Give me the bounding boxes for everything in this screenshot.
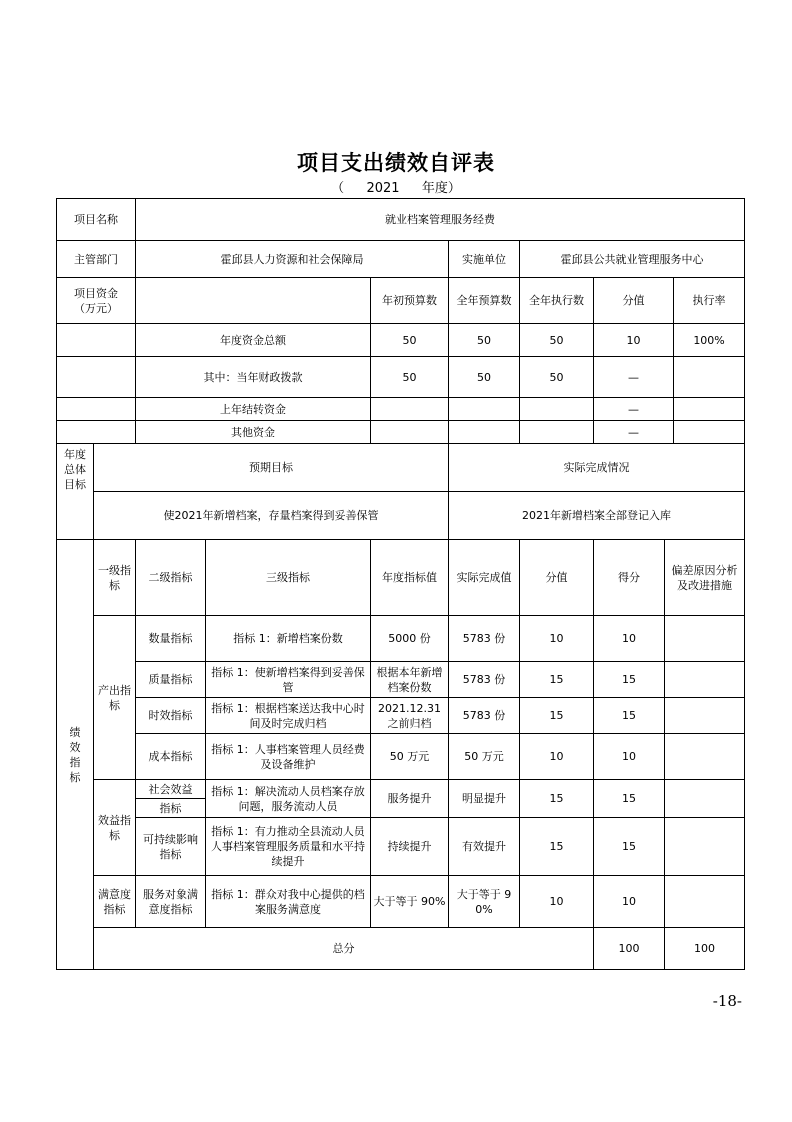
perf-header-target: 年度指标值 [371,540,449,616]
indicator-l2: 成本指标 [136,734,206,780]
fund-row-score-rate [594,421,745,444]
dept-label: 主管部门 [57,241,136,278]
indicator-l2: 时效指标 [136,698,206,734]
table-row [57,876,745,928]
funds-header-rate: 执行率 [673,278,744,323]
output-indicator-label: 产出指标 [94,616,136,780]
indicator-target: 50 万元 [371,734,449,780]
total-label: 总分 [94,928,594,970]
fund-row-initial [371,398,449,421]
fund-row [57,357,745,398]
table-row [57,662,745,698]
fund-row-blank [57,398,136,421]
fund-row-blank [57,357,136,398]
fund-row-full [449,398,520,421]
table-row [57,698,745,734]
perf-header-l2: 二级指标 [136,540,206,616]
indicator-l3: 指标 1：群众对我中心提供的档案服务满意度 [206,876,371,928]
fund-row-score: 10 [626,333,641,347]
funds-header-score: 分值 [622,294,645,307]
funds-header-initial: 年初预算数 [371,278,449,324]
indicator-l3: 指标 1：解决流动人员档案存放问题，服务流动人员 [206,780,371,818]
annual-goal-label: 年度总体目标 [57,444,94,540]
indicator-got: 15 [594,818,665,876]
funds-header-exec: 全年执行数 [520,278,594,324]
subtitle-unit: 年度） [421,181,461,196]
fund-row-rate [673,357,744,397]
fund-row-score: — [628,402,640,416]
funds-label-line2: （万元） [74,301,118,315]
social-benefit-l2-b: 指标 [136,799,206,818]
indicator-score: 15 [520,780,594,818]
year-subtitle [0,177,792,196]
fund-row-score-rate [594,398,745,421]
total-score: 100 [594,928,665,970]
indicator-reason [665,662,745,698]
indicator-l3: 指标 1：根据档案送达我中心时间及时完成归档 [206,698,371,734]
indicator-target: 服务提升 [371,780,449,818]
fund-row-name: 其他资金 [136,421,371,444]
funds-header-score-rate [594,278,745,324]
table-row [57,818,745,876]
subtitle-open: （ [331,181,345,196]
fund-row-score-rate [594,324,745,357]
indicator-actual: 50 万元 [449,734,520,780]
fund-row-initial: 50 [371,324,449,357]
indicator-got: 15 [594,698,665,734]
indicator-l2: 质量指标 [136,662,206,698]
indicator-l3: 指标 1：人事档案管理人员经费及设备维护 [206,734,371,780]
indicator-reason [665,698,745,734]
table-row [57,616,745,662]
indicator-actual: 有效提升 [449,818,520,876]
perf-header-actual: 实际完成值 [449,540,520,616]
fund-row-rate [673,421,744,443]
perf-indicator-label: 绩效指标 [57,540,94,970]
indicator-l2: 可持续影响指标 [136,818,206,876]
indicator-score: 10 [520,734,594,780]
indicator-got: 10 [594,734,665,780]
indicator-target: 根据本年新增档案份数 [371,662,449,698]
indicator-reason [665,818,745,876]
indicator-score: 15 [520,698,594,734]
indicator-score: 10 [520,876,594,928]
indicator-target: 2021.12.31之前归档 [371,698,449,734]
project-name-value: 就业档案管理服务经费 [136,199,745,241]
indicator-target: 大于等于 90% [371,876,449,928]
fund-row-blank [57,324,136,357]
perf-header-score: 分值 [520,540,594,616]
indicator-reason [665,734,745,780]
fund-row-score: — [628,425,640,439]
fund-row-rate [673,398,744,420]
total-got: 100 [665,928,745,970]
fund-row-rate: 100% [673,324,744,356]
indicator-score: 15 [520,818,594,876]
funds-header-blank [136,278,371,324]
funds-label [57,278,136,324]
page-number: -18- [712,992,742,1010]
indicator-got: 15 [594,662,665,698]
perf-header-got: 得分 [594,540,665,616]
indicator-l3: 指标 1：使新增档案得到妥善保管 [206,662,371,698]
fund-row-full: 50 [449,324,520,357]
goal-actual-text: 2021年新增档案全部登记入库 [449,492,745,540]
fund-row [57,398,745,421]
indicator-target: 5000 份 [371,616,449,662]
fund-row-initial [371,421,449,444]
performance-table [56,198,745,970]
goal-expected-header: 预期目标 [94,444,449,492]
fund-row-exec: 50 [520,324,594,357]
dept-value: 霍邱县人力资源和社会保障局 [136,241,449,278]
fund-row-full [449,421,520,444]
fund-row-exec [520,421,594,444]
indicator-actual: 5783 份 [449,698,520,734]
impl-label: 实施单位 [449,241,520,278]
indicator-got: 15 [594,780,665,818]
funds-header-full: 全年预算数 [449,278,520,324]
indicator-got: 10 [594,876,665,928]
fund-row-name: 上年结转资金 [136,398,371,421]
page-title: 项目支出绩效自评表 [297,150,495,175]
goal-actual-header: 实际完成情况 [449,444,745,492]
fund-row [57,324,745,357]
indicator-reason [665,876,745,928]
perf-header-l3: 三级指标 [206,540,371,616]
fund-row [57,421,745,444]
fund-row-blank [57,421,136,444]
fund-row-score: — [628,370,640,384]
funds-label-line1: 项目资金 [74,286,118,300]
indicator-actual: 大于等于 90% [449,876,520,928]
indicator-l2: 服务对象满意度指标 [136,876,206,928]
goal-expected-text: 使2021年新增档案，存量档案得到妥善保管 [94,492,449,540]
indicator-actual: 明显提升 [449,780,520,818]
indicator-l3: 指标 1：有力推动全县流动人员人事档案管理服务质量和水平持续提升 [206,818,371,876]
indicator-score: 10 [520,616,594,662]
perf-header-l1: 一级指标 [94,540,136,616]
project-name-label: 项目名称 [57,199,136,241]
fund-row-full: 50 [449,357,520,398]
subtitle-year: 2021 [366,181,400,196]
indicator-actual: 5783 份 [449,662,520,698]
table-row [57,734,745,780]
fund-row-initial: 50 [371,357,449,398]
impl-value: 霍邱县公共就业管理服务中心 [520,241,745,278]
indicator-target: 持续提升 [371,818,449,876]
table-row [57,780,745,799]
indicator-l3: 指标 1：新增档案份数 [206,616,371,662]
benefit-indicator-label: 效益指标 [94,780,136,876]
indicator-actual: 5783 份 [449,616,520,662]
satisfaction-indicator-label: 满意度指标 [94,876,136,928]
fund-row-exec: 50 [520,357,594,398]
fund-row-score-rate [594,357,745,398]
fund-row-name: 年度资金总额 [136,324,371,357]
social-benefit-l2-a: 社会效益 [136,780,206,799]
indicator-reason [665,780,745,818]
fund-row-exec [520,398,594,421]
indicator-reason [665,616,745,662]
indicator-score: 15 [520,662,594,698]
indicator-l2: 数量指标 [136,616,206,662]
indicator-got: 10 [594,616,665,662]
perf-header-reason: 偏差原因分析及改进措施 [665,540,745,616]
fund-row-name: 其中：当年财政拨款 [136,357,371,398]
